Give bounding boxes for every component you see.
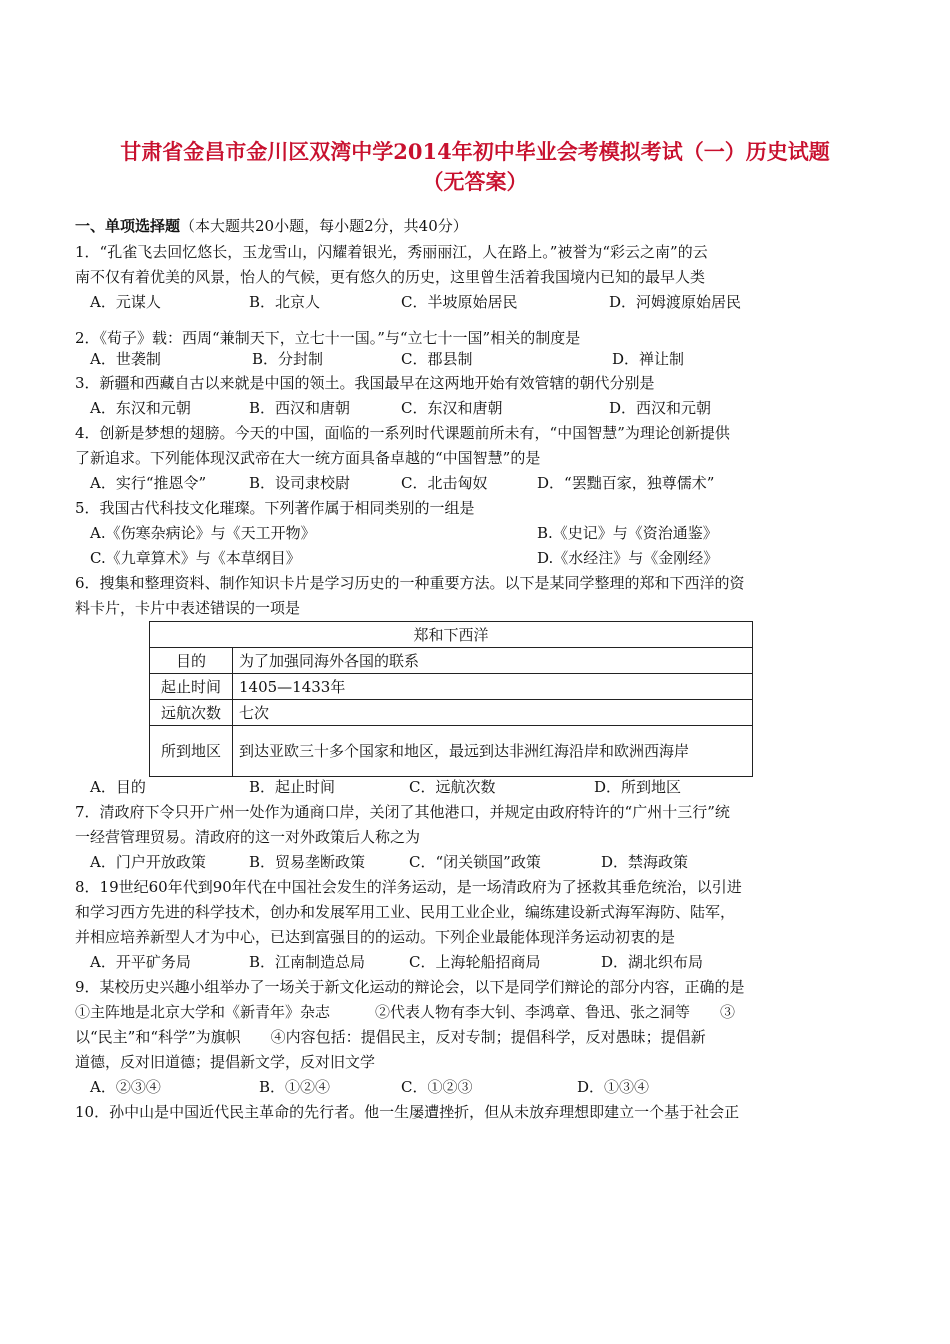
question-9-option-b: B．①②④: [259, 1078, 331, 1096]
question-6-line-2: 料卡片，卡片中表述错误的一项是: [75, 599, 301, 617]
question-6-option-a: A．目的: [90, 778, 146, 796]
question-1-option-b: B．北京人: [249, 293, 321, 311]
question-4-option-d: D．“罢黜百家，独尊儒术”: [537, 474, 715, 492]
question-3-option-b: B．西汉和唐朝: [249, 399, 351, 417]
question-4-option-c: C．北击匈奴: [401, 474, 488, 492]
question-5-option-c: C.《九章算术》与《本草纲目》: [90, 549, 301, 567]
question-9-line-4: 道德，反对旧道德；提倡新文学，反对旧文学: [75, 1053, 376, 1071]
question-7-option-c: C．“闭关锁国”政策: [409, 853, 541, 871]
card-row-key: 起止时间: [150, 674, 233, 700]
question-8-option-d: D．湖北织布局: [601, 953, 704, 971]
knowledge-card-table: [149, 621, 753, 777]
question-4-line-1: 4．创新是梦想的翅膀。今天的中国，面临的一系列时代课题前所未有，“中国智慧”为理论创新提供: [75, 424, 730, 442]
question-2-line-1: 2．《荀子》载：西周“兼制天下，立七十一国。”与“立七十一国”相关的制度是: [75, 329, 581, 347]
question-7-option-b: B．贸易垄断政策: [249, 853, 366, 871]
question-3-option-c: C．东汉和唐朝: [401, 399, 503, 417]
card-row-key: 所到地区: [150, 726, 233, 777]
question-8-line-1: 8．19世纪60年代到90年代在中国社会发生的洋务运动，是一场清政府为了拯救其垂危统治，以引进: [75, 878, 742, 896]
question-9-option-a: A．②③④: [90, 1078, 161, 1096]
question-7-option-d: D．禁海政策: [601, 853, 689, 871]
section-note: （本大题共20小题，每小题2分，共40分）: [180, 217, 468, 235]
question-4-option-a: A．实行“推恩令”: [90, 474, 207, 492]
question-8-option-b: B．江南制造总局: [249, 953, 366, 971]
question-9-option-d: D．①③④: [577, 1078, 650, 1096]
question-8-option-c: C．上海轮船招商局: [409, 953, 541, 971]
question-2-option-d: D．禅让制: [612, 350, 685, 368]
question-1-option-d: D．河姆渡原始居民: [609, 293, 742, 311]
question-8-line-3: 并相应培养新型人才为中心，已达到富强目的的运动。下列企业最能体现洋务运动初衷的是: [75, 928, 676, 946]
question-1-option-c: C．半坡原始居民: [401, 293, 518, 311]
question-2-option-b: B．分封制: [252, 350, 324, 368]
question-6-line-1: 6．搜集和整理资料、制作知识卡片是学习历史的一种重要方法。以下是某同学整理的郑和下西洋的资: [75, 574, 745, 592]
question-2-option-c: C．郡县制: [401, 350, 473, 368]
question-7-option-a: A．门户开放政策: [90, 853, 206, 871]
question-4-line-2: 了新追求。下列能体现汉武帝在大一统方面具备卓越的“中国智慧”的是: [75, 449, 541, 467]
card-heading: 郑和下西洋: [150, 622, 753, 648]
question-8-option-a: A．开平矿务局: [90, 953, 191, 971]
question-9-line-2: ①主阵地是北京大学和《新青年》杂志 ②代表人物有李大钊、李鸿章、鲁迅、张之洞等 ③: [75, 1003, 736, 1021]
section-heading-label: 一、单项选择题: [75, 217, 181, 235]
question-9-option-c: C．①②③: [401, 1078, 473, 1096]
card-row-value: 1405—1433年: [233, 674, 753, 700]
question-10-line-1: 10．孙中山是中国近代民主革命的先行者。他一生屡遭挫折，但从未放弃理想即建立一个基于社会正: [75, 1103, 740, 1121]
question-3-line-1: 3．新疆和西藏自古以来就是中国的领土。我国最早在这两地开始有效管辖的朝代分别是: [75, 374, 655, 392]
question-9-line-3: 以“民主”和“科学”为旗帜 ④内容包括：提倡民主，反对专制；提倡科学，反对愚昧；提倡新: [75, 1028, 706, 1046]
question-7-line-1: 7．清政府下令只开广州一处作为通商口岸，关闭了其他港口，并规定由政府特许的“广州十三行”统: [75, 803, 730, 821]
exam-subtitle: （无答案）: [422, 169, 528, 194]
question-7-line-2: 一经营管理贸易。清政府的这一对外政策后人称之为: [75, 828, 421, 846]
question-5-line-1: 5．我国古代科技文化璀璨。下列著作属于相同类别的一组是: [75, 499, 475, 517]
question-1-option-a: A．元谋人: [90, 293, 161, 311]
section-heading: [75, 215, 468, 237]
question-1-line-1: 1．“孔雀飞去回忆悠长，玉龙雪山，闪耀着银光，秀丽丽江，人在路上。”被誉为“彩云之南”的云: [75, 243, 708, 261]
question-8-line-2: 和学习西方先进的科学技术，创办和发展军用工业、民用工业企业，编练建设新式海军海防、陆军，: [75, 903, 736, 921]
card-row-key: 目的: [150, 648, 233, 674]
question-6-option-d: D．所到地区: [594, 778, 682, 796]
question-5-option-a: A.《伤寒杂病论》与《天工开物》: [90, 524, 316, 542]
question-4-option-b: B．设司隶校尉: [249, 474, 351, 492]
card-row-key: 远航次数: [150, 700, 233, 726]
question-5-option-b: B.《史记》与《资治通鉴》: [537, 524, 718, 542]
question-1-line-2: 南不仅有着优美的风景，怡人的气候，更有悠久的历史，这里曾生活着我国境内已知的最早人类: [75, 268, 706, 286]
question-2-option-a: A．世袭制: [90, 350, 161, 368]
exam-title: 甘肃省金昌市金川区双湾中学2014年初中毕业会考模拟考试（一）历史试题: [120, 139, 830, 164]
question-9-line-1: 9．某校历史兴趣小组举办了一场关于新文化运动的辩论会，以下是同学们辩论的部分内容，正确的是: [75, 978, 745, 996]
card-row-value: 为了加强同海外各国的联系: [233, 648, 753, 674]
question-6-option-c: C．远航次数: [409, 778, 496, 796]
question-3-option-a: A．东汉和元朝: [90, 399, 191, 417]
question-5-option-d: D.《水经注》与《金刚经》: [537, 549, 719, 567]
card-row-value: 七次: [233, 700, 753, 726]
card-row-value: 到达亚欧三十多个国家和地区，最远到达非洲红海沿岸和欧洲西海岸: [233, 726, 753, 777]
question-6-option-b: B．起止时间: [249, 778, 336, 796]
question-3-option-d: D．西汉和元朝: [609, 399, 712, 417]
